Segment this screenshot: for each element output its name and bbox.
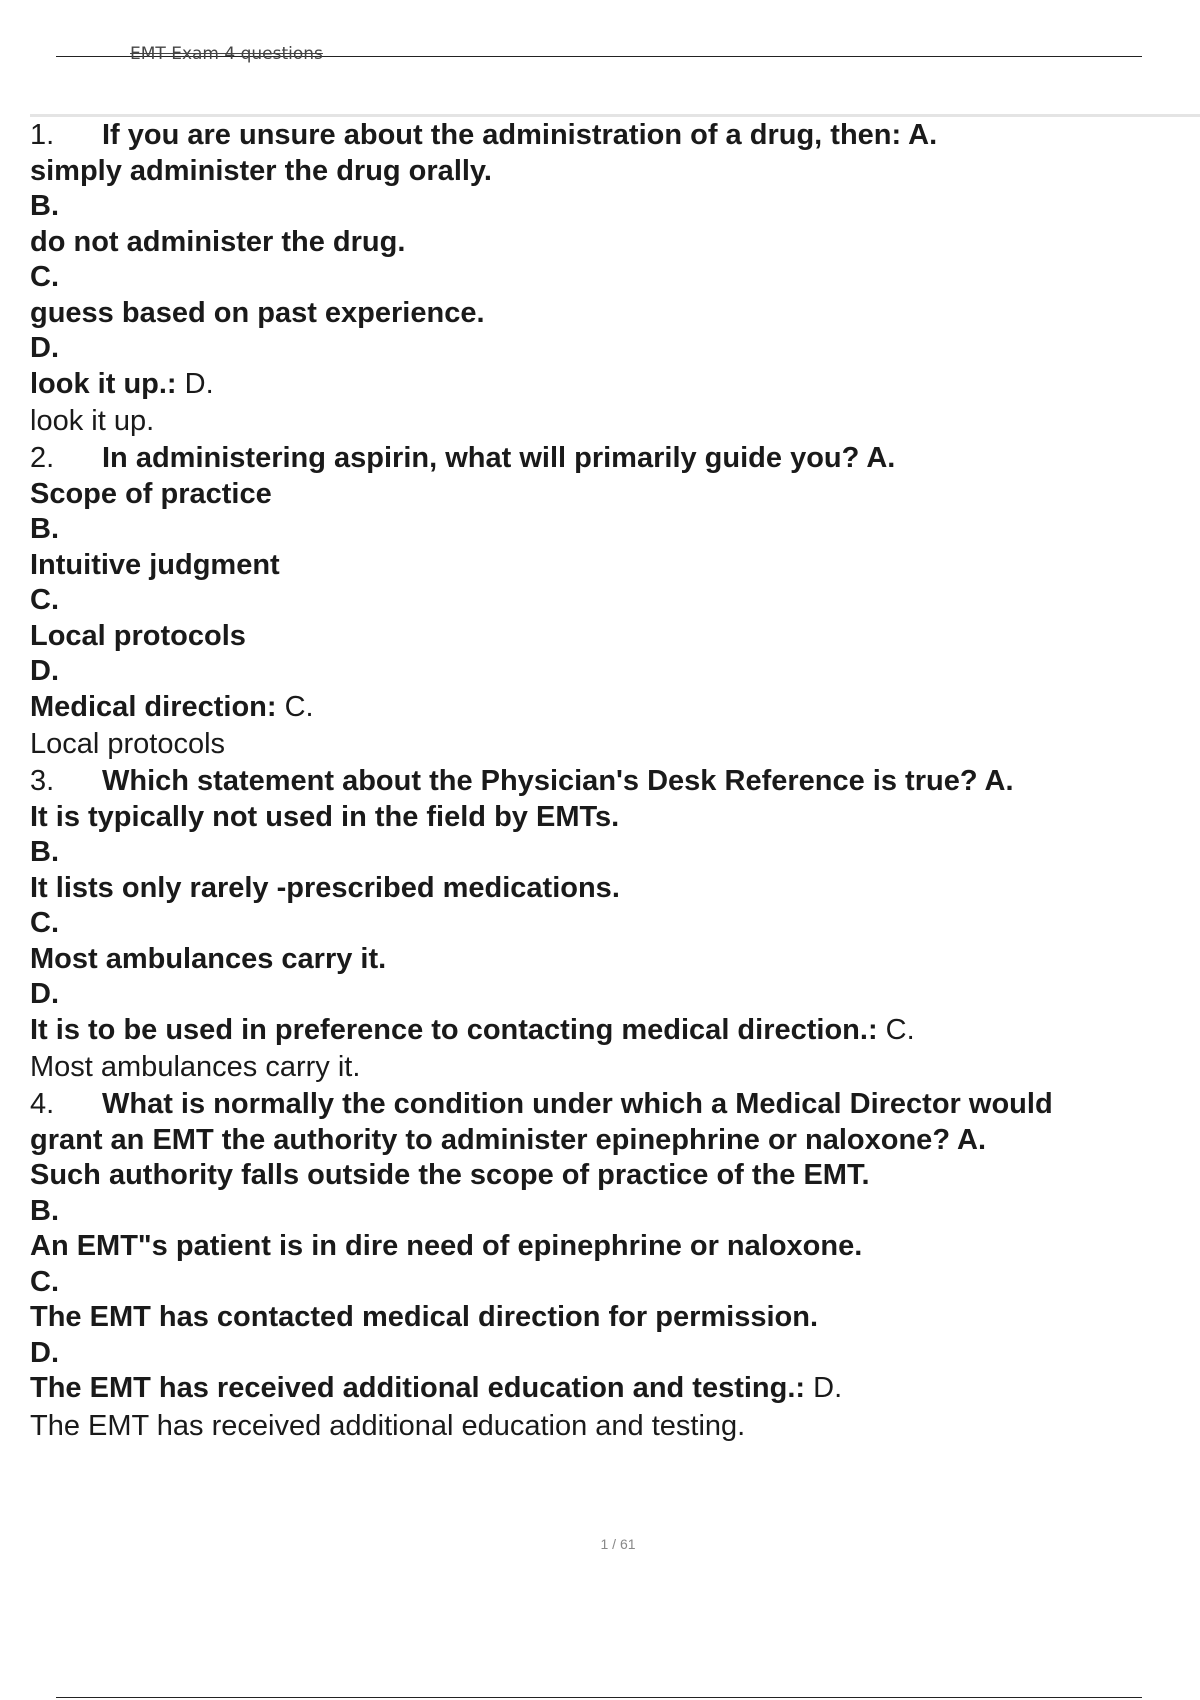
- option-b-text: Intuitive judgment: [30, 548, 280, 581]
- option-d-text: It is to be used in preference to contacting medical direction.:: [30, 1013, 878, 1046]
- option-d-text: The EMT has received additional education and testing.:: [30, 1372, 806, 1404]
- question-stem: [30, 441, 1180, 477]
- option-d-with-answer: [30, 1013, 1180, 1049]
- question-text: Which statement about the Physician's Desk Reference is true? A.: [102, 765, 1014, 797]
- answer-letter: D.: [805, 1372, 843, 1404]
- option-d-text: look it up.:: [30, 367, 177, 400]
- option-c-label: C.: [30, 1265, 59, 1298]
- question-number: 4.: [30, 1088, 55, 1120]
- option-a-text: Scope of practice: [30, 477, 272, 510]
- option-c-text: Local protocols: [30, 619, 246, 652]
- question-text: In administering aspirin, what will primarily guide you? A.: [102, 442, 896, 474]
- question-item: [30, 764, 1180, 1087]
- option-d-label: D.: [30, 1336, 59, 1369]
- answer-text: Most ambulances carry it.: [30, 1051, 361, 1083]
- question-stem: [30, 764, 1180, 800]
- question-item: [30, 1087, 1180, 1446]
- option-d-label: D.: [30, 332, 59, 364]
- header-title: EMT Exam 4 questions: [130, 44, 323, 64]
- answer-text: Local protocols: [30, 728, 226, 760]
- question-number: 3.: [30, 765, 55, 797]
- question-item: [30, 441, 1180, 764]
- option-c-text: The EMT has contacted medical direction for permission.: [30, 1301, 818, 1333]
- answer-letter: C.: [276, 690, 314, 723]
- option-b-label: B.: [30, 513, 59, 545]
- option-b-text: It lists only rarely -prescribed medications.: [30, 871, 620, 904]
- option-b-label: B.: [30, 836, 59, 868]
- answer-text: The EMT has received additional education and testing.: [30, 1409, 746, 1442]
- option-b-label: B.: [30, 1194, 59, 1227]
- answer-text: look it up.: [30, 405, 155, 437]
- option-b-text: An EMT"s patient is in dire need of epinephrine or naloxone.: [30, 1230, 863, 1262]
- option-b-label: B.: [30, 190, 59, 222]
- page-indicator: 1 / 61: [600, 1536, 636, 1552]
- option-c-text: Most ambulances carry it.: [30, 942, 387, 975]
- question-number: 2.: [30, 442, 55, 474]
- answer-letter: D.: [176, 367, 214, 400]
- question-text-continued: grant an EMT the authority to administer epinephrine or naloxone? A.: [30, 1123, 987, 1156]
- option-d-with-answer: [30, 690, 1180, 726]
- option-a-text: It is typically not used in the field by EMTs.: [30, 800, 620, 833]
- option-a-text: Such authority falls outside the scope of practice of the EMT.: [30, 1159, 870, 1191]
- option-c-label: C.: [30, 584, 59, 616]
- question-list: [30, 118, 1180, 1446]
- option-d-label: D.: [30, 655, 59, 687]
- option-c-text: guess based on past experience.: [30, 296, 485, 329]
- question-stem: [30, 1087, 1180, 1123]
- question-stem: [30, 118, 1180, 154]
- option-d-text: Medical direction:: [30, 690, 277, 723]
- option-c-label: C.: [30, 907, 59, 939]
- option-a-text: simply administer the drug orally.: [30, 154, 492, 187]
- question-text: What is normally the condition under which a Medical Director would: [102, 1088, 1053, 1120]
- option-d-with-answer: [30, 1371, 1180, 1407]
- question-number: 1.: [30, 119, 55, 151]
- question-item: [30, 118, 1180, 441]
- option-c-label: C.: [30, 261, 59, 293]
- question-text: If you are unsure about the administration of a drug, then: A.: [102, 119, 938, 151]
- option-b-text: do not administer the drug.: [30, 225, 406, 258]
- answer-letter: C.: [877, 1013, 915, 1046]
- option-d-with-answer: [30, 367, 1180, 403]
- footer-rule: [56, 1697, 1142, 1698]
- option-d-label: D.: [30, 978, 59, 1010]
- top-divider: [30, 114, 1200, 117]
